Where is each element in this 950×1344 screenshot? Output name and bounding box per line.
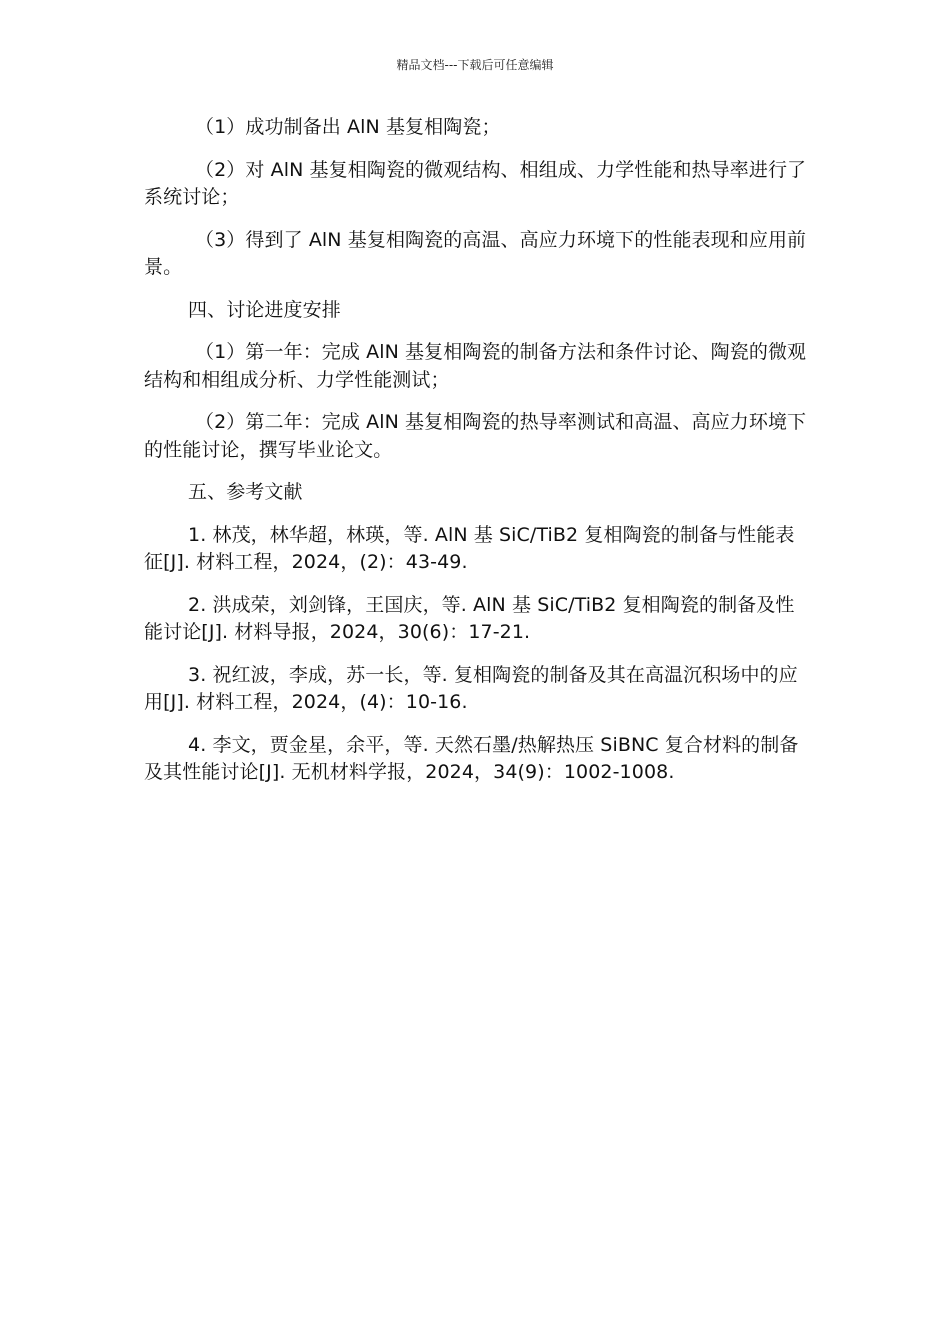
outcome-item: （2）对 AlN 基复相陶瓷的微观结构、相组成、力学性能和热导率进行了系统讨论；	[144, 158, 807, 208]
outcome-item: （1）成功制备出 AlN 基复相陶瓷；	[195, 116, 501, 138]
schedule-item: （2）第二年：完成 AlN 基复相陶瓷的热导率测试和高温、高应力环境下的性能讨论，撰写毕业论文。	[144, 411, 807, 461]
page-header-watermark: 精品文档---下载后可任意编辑	[396, 58, 554, 72]
section-heading-references: 五、参考文献	[188, 481, 303, 503]
reference-item: 4. 李文，贾金星，余平，等. 天然石墨/热解热压 SiBNC 复合材料的制备及其性能讨论[J]. 无机材料学报，2024，34(9)：1002-1008.	[144, 733, 799, 783]
reference-item: 3. 祝红波，李成，苏一长，等. 复相陶瓷的制备及其在高温沉积场中的应用[J]. 材料工程，2024，(4)：10-16.	[144, 663, 798, 713]
document-body	[144, 114, 808, 802]
outcome-item: （3）得到了 AlN 基复相陶瓷的高温、高应力环境下的性能表现和应用前景。	[144, 228, 807, 278]
schedule-item: （1）第一年：完成 AlN 基复相陶瓷的制备方法和条件讨论、陶瓷的微观结构和相组成分析、力学性能测试；	[144, 341, 807, 391]
reference-item: 1. 林茂，林华超，林瑛，等. AlN 基 SiC/TiB2 复相陶瓷的制备与性能表征[J]. 材料工程，2024，(2)：43-49.	[144, 523, 795, 573]
reference-item: 2. 洪成荣，刘剑锋，王国庆，等. AlN 基 SiC/TiB2 复相陶瓷的制备及性能讨论[J]. 材料导报，2024，30(6)：17-21.	[144, 593, 795, 643]
section-heading-schedule: 四、讨论进度安排	[188, 298, 341, 321]
